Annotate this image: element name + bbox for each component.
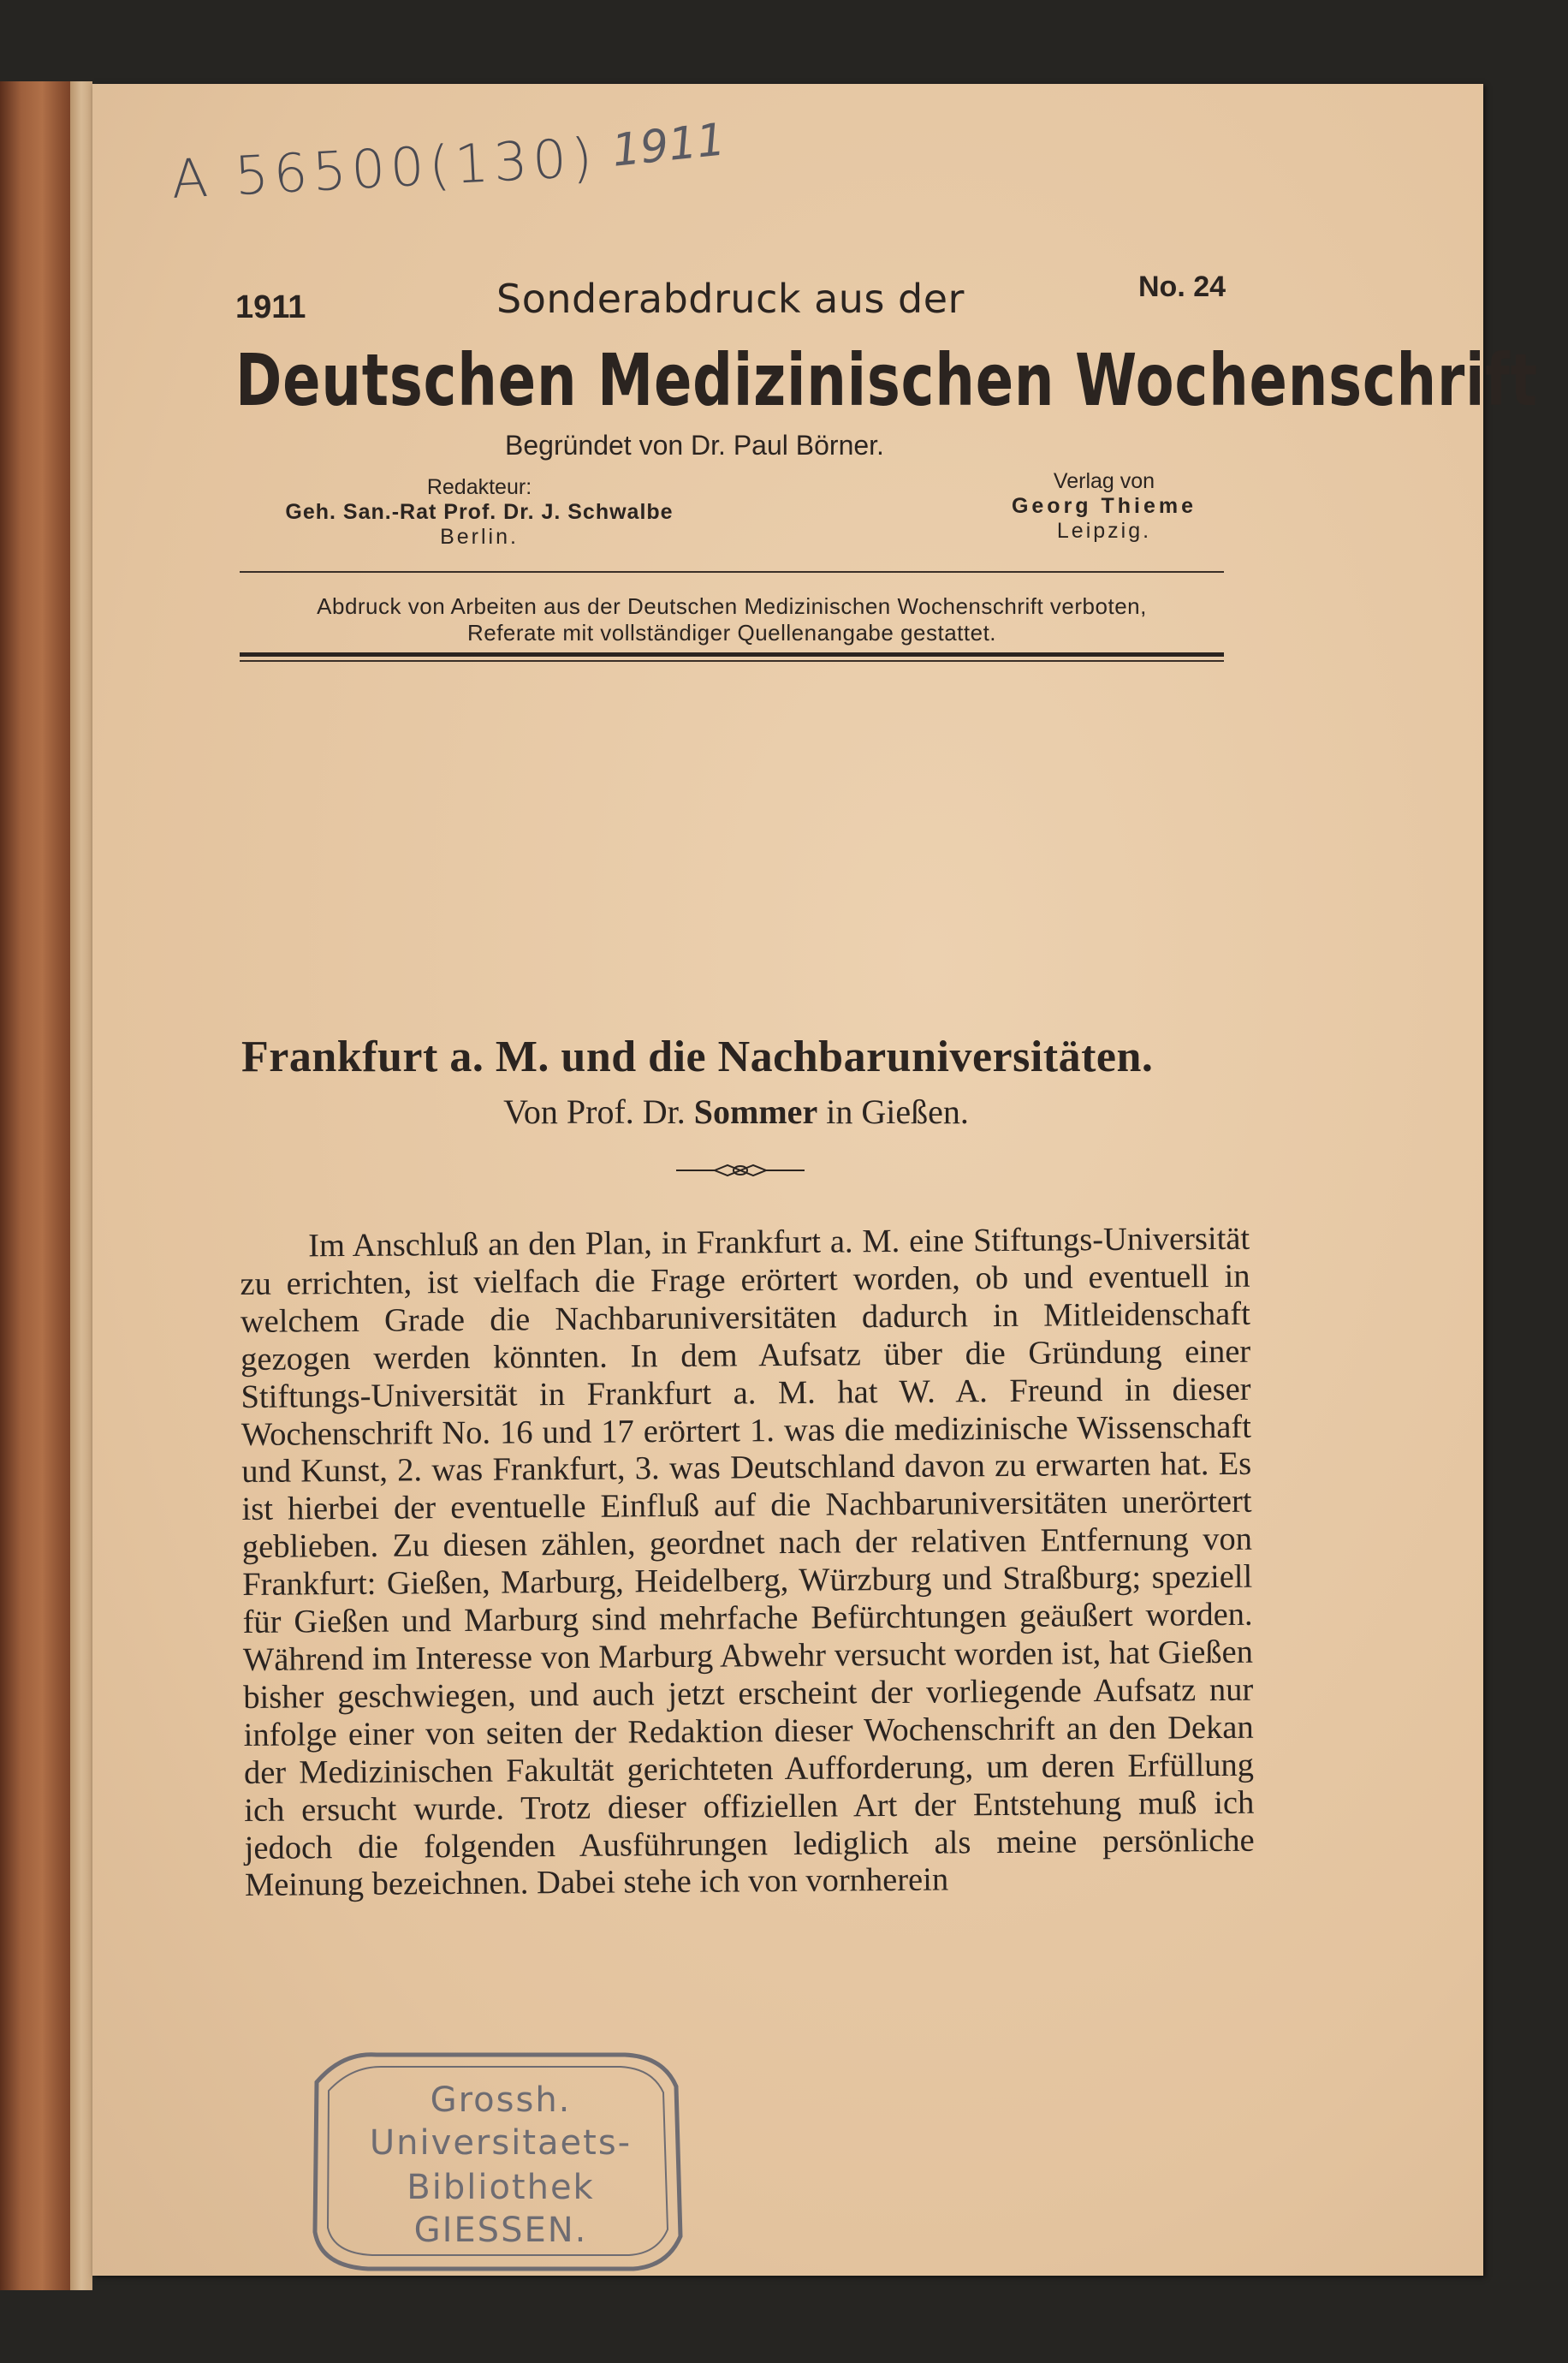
offprint-subtitle: Sonderabdruck aus der bbox=[496, 276, 965, 322]
stamp-line-2: Universitaets- bbox=[369, 2123, 633, 2163]
article-title: Frankfurt a. M. und die Nachbaruniversitäten. bbox=[241, 1033, 1154, 1081]
notice-line-1: Abdruck von Arbeiten aus der Deutschen Medizinischen Wochenschrift verboten, bbox=[317, 593, 1147, 619]
double-rule-top bbox=[240, 652, 1224, 657]
header-rule bbox=[240, 571, 1224, 573]
handwritten-year: 1911 bbox=[609, 114, 728, 177]
publisher-city: Leipzig. bbox=[1056, 519, 1152, 543]
article-byline bbox=[428, 1092, 1044, 1132]
stamp-line-1: Grossh. bbox=[430, 2080, 572, 2120]
editor-block bbox=[274, 475, 685, 550]
journal-title: Deutschen Medizinischen Wochenschrift bbox=[235, 338, 1538, 422]
page-edges bbox=[70, 81, 92, 2290]
library-stamp bbox=[300, 2048, 702, 2275]
publisher-name: Georg Thieme bbox=[1011, 494, 1197, 518]
publication-year: 1911 bbox=[235, 289, 306, 325]
byline-suffix: in Gießen. bbox=[826, 1092, 969, 1131]
stamp-line-4: GIESSEN. bbox=[413, 2211, 588, 2250]
publisher-block bbox=[950, 469, 1258, 544]
notice-line-2: Referate mit vollständiger Quellenangabe gestattet. bbox=[466, 620, 997, 646]
stamp-line-3: Bibliothek bbox=[407, 2168, 595, 2207]
editor-city: Berlin. bbox=[440, 525, 519, 549]
founder-line: Begründet von Dr. Paul Börner. bbox=[505, 430, 884, 461]
double-rule-bottom bbox=[240, 660, 1224, 662]
publisher-label: Verlag von bbox=[1053, 469, 1155, 493]
reprint-notice bbox=[240, 593, 1224, 646]
ornament-divider bbox=[676, 1158, 805, 1183]
issue-number: No. 24 bbox=[1138, 271, 1226, 303]
editor-label: Redakteur: bbox=[426, 475, 532, 499]
byline-author: Sommer bbox=[693, 1092, 818, 1131]
editor-name: Geh. San.-Rat Prof. Dr. J. Schwalbe bbox=[285, 500, 674, 524]
article-body: Im Anschluß an den Plan, in Frankfurt a. M. eine Stiftungs-Universität zu errichten, ist vielfach die Frage erörtert worden, ob und eventuell in welchem Grade die Nachbaruniversitäten dadurch in Mitleidenschaft gezogen werden könnten. In dem Aufsatz über die Gründung einer Stiftungs-Universität in Frankfurt a. M. hat W. A. Freund in dieser Wochenschrift No. 16 und 17 erörtert 1. was die medizinische Wissenschaft und Kunst, 2. was Frankfurt, 3. was Deutschland davon zu erwarten hat. Es ist hierbei der eventuelle Einfluß auf die Nachbaruniversitäten unerörtert geblieben. Zu diesen zählen, geordnet nach der relativen Entfernung von Frankfurt: Gießen, Marburg, Heidelberg, Würzburg und Straßburg; speziell für Gießen und Marburg sind mehrfache Befürchtungen geäußert worden. Während im Interesse von Marburg Abwehr versucht worden ist, hat Gießen bisher geschwiegen, und auch jetzt erscheint der vorliegende Aufsatz nur infolge einer von seiten der Redaktion dieser Wochenschrift an den Dekan der Medizinischen Fakultät gerichteten Aufforderung, um deren Erfüllung ich ersucht wurde. Trotz dieser offiziellen Art der Entstehung muß ich jedoch die folgenden Ausführungen lediglich als meine persönliche Meinung bezeichnen. Dabei stehe ich von vornherein bbox=[240, 1220, 1255, 1904]
handwritten-shelfmark: A 56500(130) bbox=[169, 126, 599, 211]
book-binding bbox=[0, 81, 70, 2290]
byline-prefix: Von Prof. Dr. bbox=[503, 1092, 686, 1131]
